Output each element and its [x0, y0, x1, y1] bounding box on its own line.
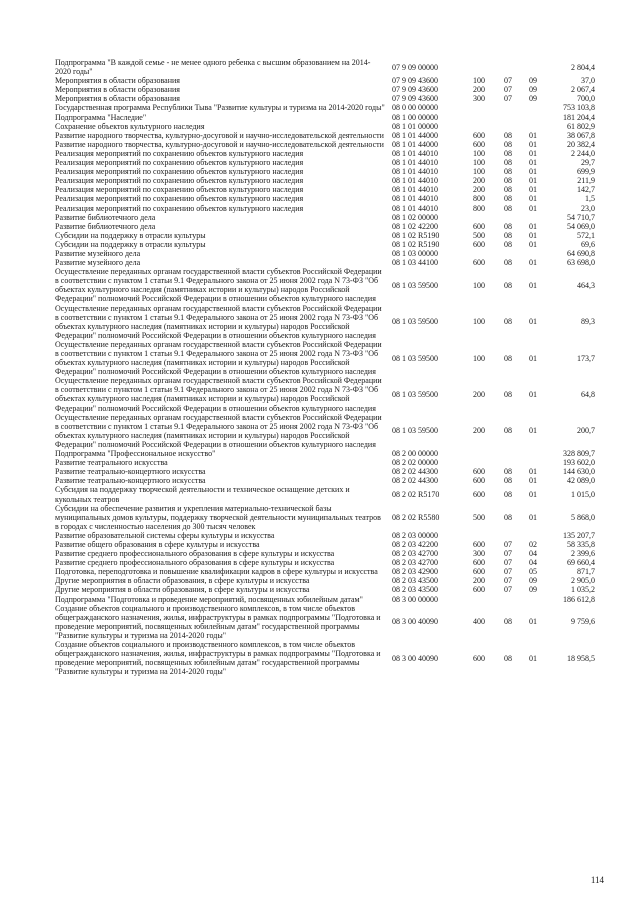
table-row [55, 267, 595, 303]
row-code: 08 1 01 44000 [392, 130, 438, 140]
row-vr: 500 [473, 230, 485, 240]
row-vr: 600 [473, 130, 485, 140]
row-rz: 08 [504, 194, 512, 204]
row-pr: 01 [529, 158, 537, 168]
table-row [55, 240, 595, 249]
row-vr: 200 [473, 85, 485, 95]
table-row [55, 249, 595, 258]
row-name: Подпрограмма "Профессиональное искусство" [55, 449, 216, 459]
row-pr: 01 [529, 653, 537, 663]
row-sum: 42 089,0 [567, 476, 595, 486]
row-vr: 600 [473, 467, 485, 477]
row-name: Субсидия на поддержку творческой деятельности и техническое оснащение детских и кукольных театров [55, 485, 350, 504]
row-name: Развитие общего образования в сфере культуры и искусства [55, 539, 260, 549]
row-vr: 600 [473, 139, 485, 149]
row-vr: 600 [473, 567, 485, 577]
row-vr: 200 [473, 426, 485, 436]
table-row [55, 158, 595, 167]
row-vr: 600 [473, 653, 485, 663]
table-row [55, 194, 595, 203]
row-vr: 200 [473, 176, 485, 186]
row-vr: 100 [473, 76, 485, 86]
row-code: 08 2 02 44300 [392, 476, 438, 486]
row-name: Мероприятия в области образования [55, 85, 180, 95]
row-vr: 100 [473, 167, 485, 177]
row-code: 08 1 01 00000 [392, 121, 438, 131]
row-code: 08 2 02 00000 [392, 458, 438, 468]
row-rz: 08 [504, 389, 512, 399]
row-pr: 01 [529, 194, 537, 204]
row-vr: 300 [473, 94, 485, 104]
table-row [55, 576, 595, 585]
row-code: 08 1 02 R5190 [392, 230, 440, 240]
row-name: Подпрограмма "Подготовка и проведение мероприятий, посвященных юбилейным датам" [55, 594, 363, 604]
row-pr: 01 [529, 167, 537, 177]
table-row [55, 376, 595, 412]
row-sum: 58 335,8 [567, 539, 595, 549]
row-rz: 08 [504, 158, 512, 168]
row-sum: 753 103,8 [563, 103, 595, 113]
row-sum: 135 207,7 [563, 530, 595, 540]
row-vr: 600 [473, 221, 485, 231]
row-pr: 02 [529, 539, 537, 549]
row-code: 08 3 00 00000 [392, 594, 438, 604]
table-row [55, 167, 595, 176]
row-rz: 08 [504, 426, 512, 436]
row-rz: 07 [504, 539, 512, 549]
row-name: Субсидии на поддержку в отрасли культуры [55, 239, 206, 249]
row-sum: 193 602,0 [563, 458, 595, 468]
row-name: Другие мероприятия в области образования, в сфере культуры и искусства [55, 585, 310, 595]
row-sum: 89,3 [581, 317, 595, 327]
row-name: Реализация мероприятий по сохранению объектов культурного наследия [55, 167, 304, 177]
row-code: 08 2 03 42200 [392, 539, 438, 549]
row-rz: 08 [504, 353, 512, 363]
row-name: Осуществление переданных органам государственной власти субъектов Российской Федерации в соответствии с пунктом 1 статьи 9.1 Федерального закона от 25 июня 2002 года N 73-ФЗ "Об объектах культурного наследия (памятниках истории и культуры) народов Российской Федерации" полномочий Российской Федерации в отношении объектов культурного наследия [55, 412, 382, 449]
row-code: 08 1 00 00000 [392, 112, 438, 122]
table-row [55, 76, 595, 85]
table-row [55, 640, 595, 676]
row-rz: 07 [504, 558, 512, 568]
row-sum: 464,3 [577, 280, 595, 290]
row-vr: 600 [473, 239, 485, 249]
row-name: Реализация мероприятий по сохранению объектов культурного наследия [55, 158, 304, 168]
table-row [55, 585, 595, 594]
row-name: Реализация мероприятий по сохранению объектов культурного наследия [55, 176, 304, 186]
row-pr: 01 [529, 317, 537, 327]
row-name: Реализация мероприятий по сохранению объектов культурного наследия [55, 203, 304, 213]
table-row [55, 258, 595, 267]
row-rz: 08 [504, 512, 512, 522]
row-pr: 01 [529, 185, 537, 195]
row-sum: 54 069,0 [567, 221, 595, 231]
row-sum: 2 244,0 [571, 148, 595, 158]
row-rz: 08 [504, 148, 512, 158]
row-rz: 08 [504, 467, 512, 477]
row-code: 08 1 03 59500 [392, 317, 438, 327]
row-name: Государственная программа Республики Тыва "Развитие культуры и туризма на 2014-2020 годы" [55, 103, 385, 113]
table-row [55, 476, 595, 485]
row-pr: 04 [529, 549, 537, 559]
row-name: Развитие среднего профессионального образования в сфере культуры и искусства [55, 558, 335, 568]
row-code: 08 1 03 44100 [392, 258, 438, 268]
row-rz: 08 [504, 167, 512, 177]
row-vr: 200 [473, 389, 485, 399]
row-sum: 2 804,4 [571, 62, 595, 72]
row-name: Развитие музейного дела [55, 258, 141, 268]
row-sum: 181 204,4 [563, 112, 595, 122]
row-rz: 07 [504, 567, 512, 577]
row-name: Субсидии на поддержку в отрасли культуры [55, 230, 206, 240]
table-row [55, 149, 595, 158]
row-code: 08 2 03 42900 [392, 567, 438, 577]
row-name: Осуществление переданных органам государственной власти субъектов Российской Федерации в соответствии с пунктом 1 статьи 9.1 Федерального закона от 25 июня 2002 года N 73-ФЗ "Об объектах культурного наследия (памятниках истории и культуры) народов Российской Федерации" полномочий Российской Федерации в отношении объектов культурного наследия [55, 339, 382, 377]
row-pr: 04 [529, 558, 537, 568]
row-pr: 01 [529, 221, 537, 231]
row-pr: 09 [529, 585, 537, 595]
table-row [55, 558, 595, 567]
table-row [55, 595, 595, 604]
row-rz: 07 [504, 585, 512, 595]
row-code: 08 1 01 44010 [392, 148, 438, 158]
row-pr: 01 [529, 148, 537, 158]
table-row [55, 131, 595, 140]
row-code: 08 1 01 44010 [392, 203, 438, 213]
row-rz: 08 [504, 476, 512, 486]
row-sum: 63 698,0 [567, 258, 595, 268]
table-row [55, 204, 595, 213]
row-code: 08 1 03 59500 [392, 426, 438, 436]
row-sum: 211,9 [577, 176, 595, 186]
row-sum: 20 382,4 [567, 139, 595, 149]
row-code: 08 2 02 44300 [392, 467, 438, 477]
row-rz: 07 [504, 576, 512, 586]
row-code: 08 2 03 42700 [392, 558, 438, 568]
row-code: 08 3 00 40090 [392, 653, 438, 663]
row-vr: 500 [473, 512, 485, 522]
row-vr: 800 [473, 203, 485, 213]
row-pr: 01 [529, 230, 537, 240]
row-sum: 2 905,0 [571, 576, 595, 586]
row-rz: 08 [504, 139, 512, 149]
row-name: Развитие театрально-концертного искусства [55, 467, 206, 477]
row-sum: 328 809,7 [563, 449, 595, 459]
row-name: Субсидии на обеспечение развития и укрепления материально-технической базы муниципальных домов культуры, поддержку творческой деятельности муниципальных театров в городах с численностью населения до 300 тысяч человек [55, 503, 381, 531]
row-sum: 37,0 [581, 76, 595, 86]
table-row [55, 113, 595, 122]
row-pr: 01 [529, 203, 537, 213]
row-sum: 5 868,0 [571, 512, 595, 522]
row-vr: 600 [473, 258, 485, 268]
table-row [55, 467, 595, 476]
table-row [55, 604, 595, 640]
row-name: Подпрограмма "Наследие" [55, 112, 147, 122]
row-name: Развитие библиотечного дела [55, 221, 156, 231]
table-row [55, 222, 595, 231]
row-name: Другие мероприятия в области образования, в сфере культуры и искусства [55, 576, 310, 586]
row-rz: 08 [504, 185, 512, 195]
row-code: 08 1 03 00000 [392, 248, 438, 258]
row-vr: 400 [473, 617, 485, 627]
table-row [55, 231, 595, 240]
row-name: Развитие библиотечного дела [55, 212, 156, 222]
row-sum: 1 015,0 [571, 489, 595, 499]
table-row [55, 485, 595, 503]
row-name: Развитие народного творчества, культурно-досуговой и научно-исследовательской деятельности [55, 139, 384, 149]
row-pr: 05 [529, 567, 537, 577]
row-pr: 01 [529, 176, 537, 186]
row-name: Осуществление переданных органам государственной власти субъектов Российской Федерации в соответствии с пунктом 1 статьи 9.1 Федерального закона от 25 июня 2002 года N 73-ФЗ "Об объектах культурного наследия (памятниках истории и культуры) народов Российской Федерации" полномочий Российской Федерации в отношении объектов культурного наследия [55, 267, 382, 304]
row-code: 08 2 03 43500 [392, 576, 438, 586]
budget-table [55, 58, 595, 676]
row-rz: 08 [504, 221, 512, 231]
row-sum: 144 630,0 [563, 467, 595, 477]
row-code: 07 9 09 43600 [392, 76, 438, 86]
row-vr: 600 [473, 539, 485, 549]
row-pr: 01 [529, 389, 537, 399]
row-code: 08 1 02 42200 [392, 221, 438, 231]
row-name: Создание объектов социального и производственного комплексов, в том числе объектов общегражданского назначения, жилья, инфраструктуры в рамках подпрограммы "Подготовка и проведение мероприятий, посвященных юбилейным датам" государственной программы "Развитие культуры и туризма на 2014-2020 годы" [55, 640, 381, 677]
page-number: 114 [590, 875, 604, 885]
row-sum: 699,9 [577, 167, 595, 177]
row-code: 08 2 02 R5580 [392, 512, 440, 522]
row-code: 08 1 01 44010 [392, 158, 438, 168]
table-row [55, 213, 595, 222]
row-rz: 07 [504, 549, 512, 559]
table-row [55, 94, 595, 103]
row-pr: 01 [529, 258, 537, 268]
row-name: Реализация мероприятий по сохранению объектов культурного наследия [55, 148, 304, 158]
row-code: 08 1 01 44000 [392, 139, 438, 149]
row-rz: 08 [504, 617, 512, 627]
table-row [55, 85, 595, 94]
table-row [55, 304, 595, 340]
row-rz: 08 [504, 280, 512, 290]
row-pr: 09 [529, 76, 537, 86]
row-name: Подпрограмма "В каждой семье - не менее одного ребенка с высшим образованием на 2014-2020 годы" [55, 58, 371, 77]
row-sum: 572,1 [577, 230, 595, 240]
row-sum: 38 067,8 [567, 130, 595, 140]
row-sum: 23,0 [581, 203, 595, 213]
row-pr: 01 [529, 476, 537, 486]
row-pr: 01 [529, 239, 537, 249]
row-pr: 01 [529, 512, 537, 522]
row-pr: 09 [529, 576, 537, 586]
row-vr: 600 [473, 489, 485, 499]
row-vr: 800 [473, 194, 485, 204]
row-vr: 200 [473, 185, 485, 195]
row-name: Создание объектов социального и производственного комплексов, в том числе объектов общегражданского назначения, жилья, инфраструктуры в рамках подпрограммы "Подготовка и проведение мероприятий, посвященных юбилейным датам" государственной программы "Развитие культуры и туризма на 2014-2020 годы" [55, 603, 381, 640]
row-code: 08 0 00 00000 [392, 103, 438, 113]
row-pr: 01 [529, 617, 537, 627]
row-sum: 173,7 [577, 353, 595, 363]
row-pr: 01 [529, 426, 537, 436]
row-name: Сохранение объектов культурного наследия [55, 121, 205, 131]
row-code: 08 1 01 44010 [392, 194, 438, 204]
row-sum: 700,0 [577, 94, 595, 104]
row-sum: 69 660,4 [567, 558, 595, 568]
row-vr: 100 [473, 158, 485, 168]
row-rz: 08 [504, 653, 512, 663]
row-name: Осуществление переданных органам государственной власти субъектов Российской Федерации в соответствии с пунктом 1 статьи 9.1 Федерального закона от 25 июня 2002 года N 73-ФЗ "Об объектах культурного наследия (памятниках истории и культуры) народов Российской Федерации" полномочий Российской Федерации в отношении объектов культурного наследия [55, 376, 382, 413]
table-row [55, 58, 595, 76]
table-row [55, 340, 595, 376]
row-rz: 08 [504, 203, 512, 213]
row-code: 07 9 09 43600 [392, 85, 438, 95]
row-pr: 01 [529, 280, 537, 290]
row-sum: 2 399,6 [571, 549, 595, 559]
row-name: Реализация мероприятий по сохранению объектов культурного наследия [55, 194, 304, 204]
row-code: 08 1 03 59500 [392, 280, 438, 290]
row-rz: 08 [504, 130, 512, 140]
table-row [55, 567, 595, 576]
row-vr: 200 [473, 576, 485, 586]
row-rz: 08 [504, 239, 512, 249]
row-name: Реализация мероприятий по сохранению объектов культурного наследия [55, 185, 304, 195]
row-rz: 07 [504, 76, 512, 86]
row-sum: 29,7 [581, 158, 595, 168]
row-code: 08 1 01 44010 [392, 167, 438, 177]
row-sum: 142,7 [577, 185, 595, 195]
row-code: 08 1 02 R5190 [392, 239, 440, 249]
row-pr: 01 [529, 353, 537, 363]
row-code: 08 2 02 R5170 [392, 489, 440, 499]
row-pr: 01 [529, 467, 537, 477]
row-pr: 09 [529, 94, 537, 104]
row-sum: 186 612,8 [563, 594, 595, 604]
row-rz: 08 [504, 176, 512, 186]
row-sum: 2 067,4 [571, 85, 595, 95]
row-rz: 08 [504, 230, 512, 240]
row-vr: 600 [473, 476, 485, 486]
row-sum: 18 958,5 [567, 653, 595, 663]
row-sum: 200,7 [577, 426, 595, 436]
row-vr: 600 [473, 558, 485, 568]
row-pr: 01 [529, 130, 537, 140]
row-code: 08 1 01 44010 [392, 185, 438, 195]
row-pr: 01 [529, 489, 537, 499]
row-rz: 07 [504, 85, 512, 95]
row-name: Осуществление переданных органам государственной власти субъектов Российской Федерации в соответствии с пунктом 1 статьи 9.1 Федерального закона от 25 июня 2002 года N 73-ФЗ "Об объектах культурного наследия (памятниках истории и культуры) народов Российской Федерации" полномочий Российской Федерации в отношении объектов культурного наследия [55, 303, 382, 340]
row-pr: 09 [529, 85, 537, 95]
table-row [55, 176, 595, 185]
row-code: 08 2 03 42700 [392, 549, 438, 559]
row-sum: 871,7 [577, 567, 595, 577]
row-rz: 08 [504, 317, 512, 327]
row-code: 08 1 03 59500 [392, 389, 438, 399]
row-code: 07 9 09 43600 [392, 94, 438, 104]
row-sum: 61 802,9 [567, 121, 595, 131]
row-vr: 100 [473, 353, 485, 363]
table-row [55, 540, 595, 549]
row-code: 08 1 01 44010 [392, 176, 438, 186]
row-code: 08 1 03 59500 [392, 353, 438, 363]
row-vr: 100 [473, 148, 485, 158]
table-row [55, 140, 595, 149]
table-row [55, 531, 595, 540]
row-sum: 54 710,7 [567, 212, 595, 222]
row-name: Развитие театрального искусства [55, 458, 168, 468]
row-name: Развитие среднего профессионального образования в сфере культуры и искусства [55, 549, 335, 559]
table-row [55, 549, 595, 558]
row-name: Развитие музейного дела [55, 248, 141, 258]
table-row [55, 413, 595, 449]
row-name: Подготовка, переподготовка и повышение квалификации кадров в сфере культуры и искусства [55, 567, 378, 577]
row-sum: 9 759,6 [571, 617, 595, 627]
row-sum: 64,8 [581, 389, 595, 399]
table-row [55, 103, 595, 112]
row-vr: 300 [473, 549, 485, 559]
row-sum: 69,6 [581, 239, 595, 249]
row-code: 08 1 02 00000 [392, 212, 438, 222]
row-code: 08 3 00 40090 [392, 617, 438, 627]
row-sum: 64 690,8 [567, 248, 595, 258]
row-sum: 1 035,2 [571, 585, 595, 595]
table-row [55, 504, 595, 531]
row-pr: 01 [529, 139, 537, 149]
row-code: 08 2 00 00000 [392, 449, 438, 459]
row-code: 08 2 03 43500 [392, 585, 438, 595]
table-row [55, 185, 595, 194]
row-rz: 07 [504, 94, 512, 104]
row-rz: 08 [504, 489, 512, 499]
row-vr: 100 [473, 317, 485, 327]
table-row [55, 449, 595, 458]
row-vr: 100 [473, 280, 485, 290]
row-name: Развитие образовательной системы сферы культуры и искусства [55, 530, 275, 540]
row-vr: 600 [473, 585, 485, 595]
table-row [55, 122, 595, 131]
row-name: Развитие театрально-концертного искусства [55, 476, 206, 486]
row-code: 07 9 09 00000 [392, 62, 438, 72]
row-name: Развитие народного творчества, культурно-досуговой и научно-исследовательской деятельности [55, 130, 384, 140]
table-row [55, 458, 595, 467]
row-name: Мероприятия в области образования [55, 76, 180, 86]
row-name: Мероприятия в области образования [55, 94, 180, 104]
row-rz: 08 [504, 258, 512, 268]
row-code: 08 2 03 00000 [392, 530, 438, 540]
row-sum: 1,5 [585, 194, 595, 204]
